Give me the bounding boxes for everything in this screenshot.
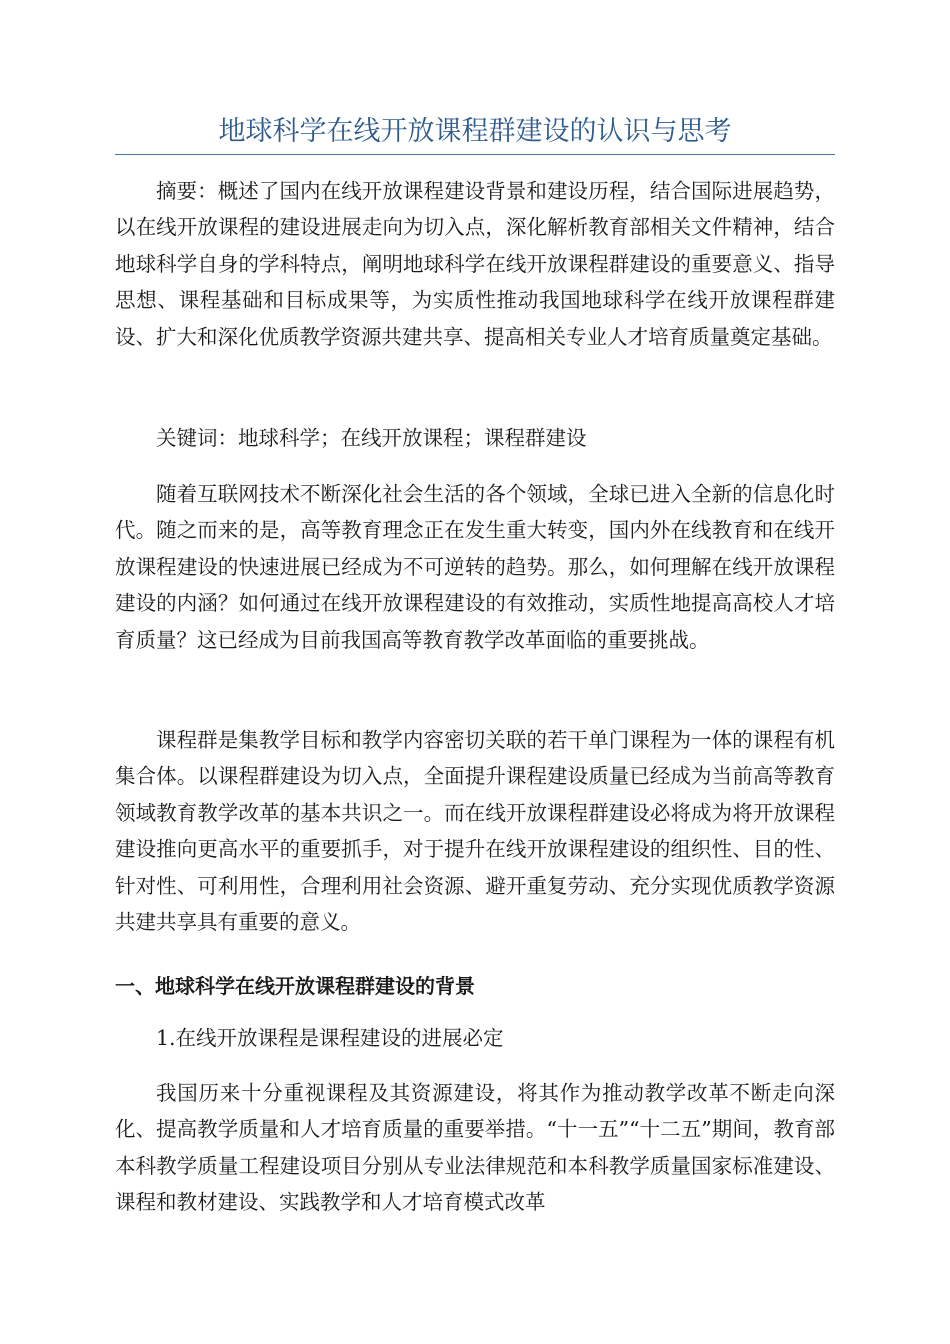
body-paragraph-1: 随着互联网技术不断深化社会生活的各个领域，全球已进入全新的信息化时代。随之而来的是，高等教育理念正在发生重大转变，国内外在线教育和在线开放课程建设的快速进展已经成为不可逆转的趋势。那么，如何理解在线开放课程建设的内涵？如何通过在线开放课程建设的有效推动，实质性地提高高校人才培育质量？这已经成为目前我国高等教育教学改革面临的重要挑战。 bbox=[115, 482, 835, 652]
abstract-paragraph: 摘要：概述了国内在线开放课程建设背景和建设历程，结合国际进展趋势，以在线开放课程的建设进展走向为切入点，深化解析教育部相关文件精神，结合地球科学自身的学科特点，阐明地球科学在线开放课程群建设的重要意义、指导思想、课程基础和目标成果等，为实质性推动我国地球科学在线开放课程群建设、扩大和深化优质教学资源共建共享、提高相关专业人才培育质量奠定基础。 bbox=[115, 179, 835, 349]
body-paragraph-2: 课程群是集教学目标和教学内容密切关联的若干单门课程为一体的课程有机集合体。以课程群建设为切入点，全面提升课程建设质量已经成为当前高等教育领域教育教学改革的基本共识之一。而在线开放课程群建设必将成为将开放课程建设推向更高水平的重要抓手，对于提升在线开放课程建设的组织性、目的性、针对性、可利用性，合理利用社会资源、避开重复劳动、充分实现优质教学资源共建共享具有重要的意义。 bbox=[115, 728, 835, 935]
subsection-heading-1: 1.在线开放课程是课程建设的进展必定 bbox=[156, 1026, 504, 1050]
title-underline bbox=[115, 154, 835, 155]
section-heading-1: 一、地球科学在线开放课程群建设的背景 bbox=[115, 974, 475, 998]
body-paragraph-3: 我国历来十分重视课程及其资源建设，将其作为推动教学改革不断走向深化、提高教学质量和人才培育质量的重要举措。“十一五”“十二五”期间，教育部本科教学质量工程建设项目分别从专业法律规范和本科教学质量国家标准建设、课程和教材建设、实践教学和人才培育模式改革 bbox=[115, 1081, 835, 1215]
keywords-paragraph: 关键词：地球科学；在线开放课程；课程群建设 bbox=[156, 426, 587, 450]
document-title: 地球科学在线开放课程群建设的认识与思考 bbox=[218, 116, 732, 147]
